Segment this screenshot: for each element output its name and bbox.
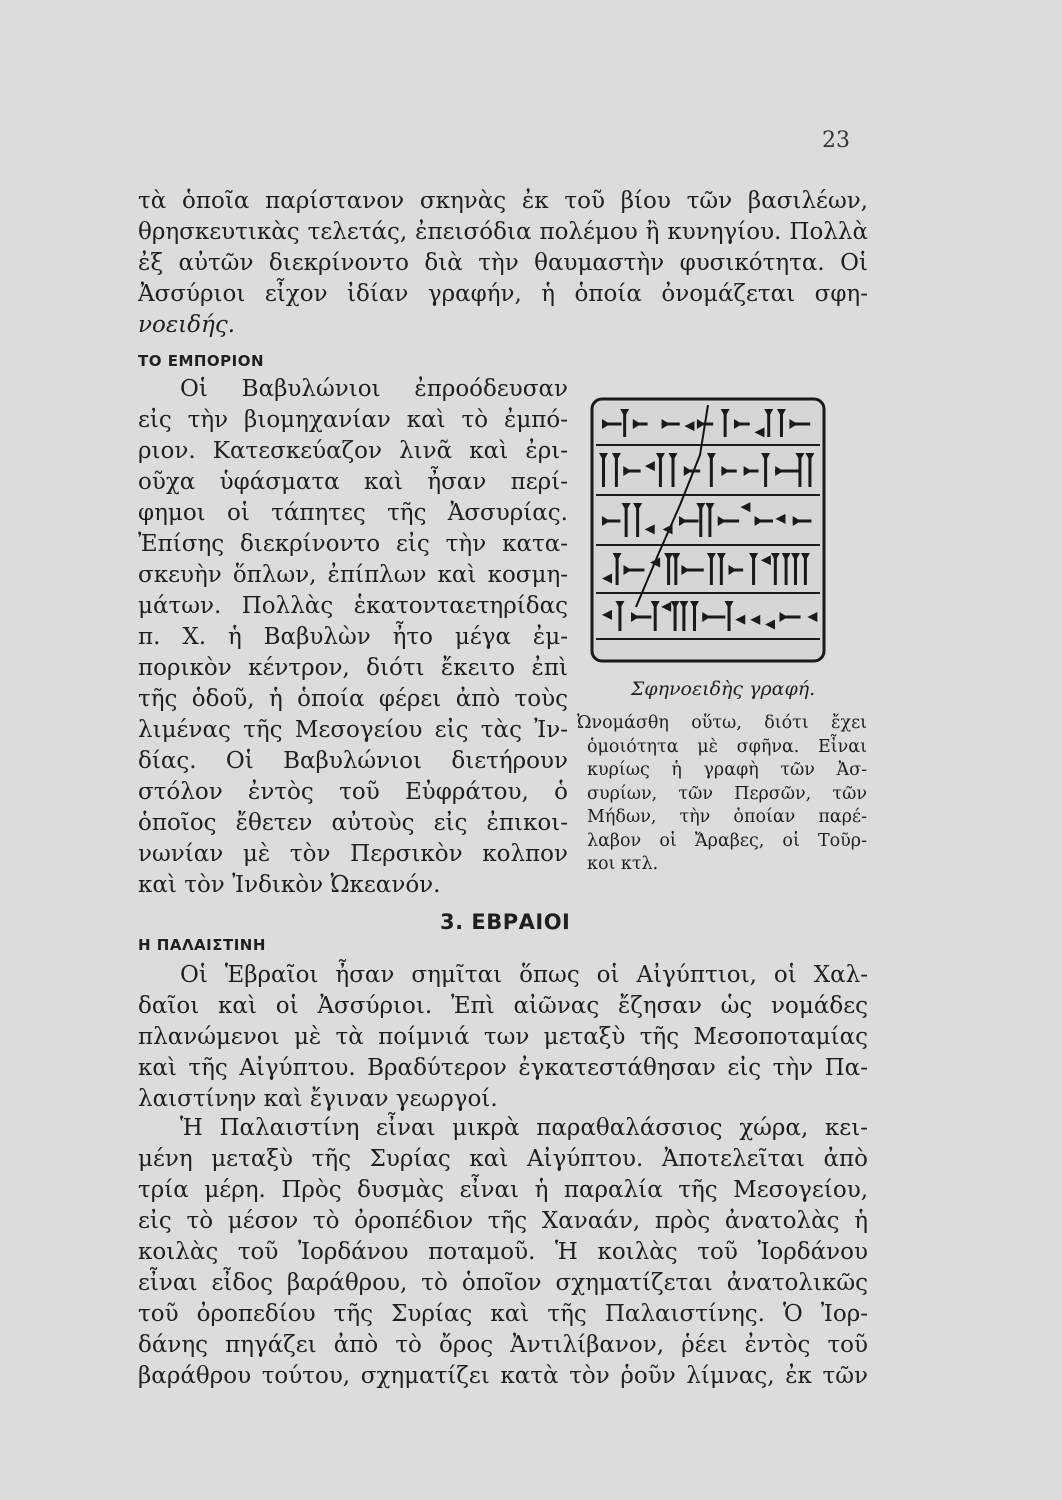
chapter-title: 3. ΕΒΡΑΙΟΙ <box>440 910 571 934</box>
section-title-emporion: ΤΟ ΕΜΠΟΡΙΟΝ <box>138 352 265 370</box>
figure-note <box>577 712 867 877</box>
text-line: Ἐπίσης διεκρίνοντο εἰς τὴν κατα- <box>138 531 568 557</box>
text-line: τρία μέρη. Πρὸς δυσμὰς εἶναι ἡ παραλία τῆς Μεσογείου, <box>138 1177 868 1203</box>
note-line: Ὠνομάσθη οὕτω, διότι ἔχει <box>577 713 867 733</box>
text-line: δίας. Οἱ Βαβυλώνιοι διετήρουν <box>138 748 568 774</box>
text-line: σκευὴν ὅπλων, ἐπίπλων καὶ κοσμη- <box>138 562 568 588</box>
section-title-palaistini: Η ΠΑΛΑΙΣΤΙΝΗ <box>138 936 266 954</box>
text-line: δαῖοι καὶ οἱ Ἀσσύριοι. Ἐπὶ αἰῶνας ἔζησαν ὡς νομάδες <box>138 993 868 1019</box>
chapter-paragraph-1 <box>138 960 868 1115</box>
text-line: λαιστίνην καὶ ἔγιναν γεωργοί. <box>138 1086 498 1112</box>
text-line: ριον. Κατεσκεύαζον λινᾶ καὶ ἐρι- <box>138 438 568 464</box>
text-line: ὁποῖος ἔθετεν αὐτοὺς εἰς ἐπικοι- <box>138 810 568 836</box>
text-line: θρησκευτικὰς τελετάς, ἐπεισόδια πολέμου ἢ κυνηγίου. Πολλὰ <box>138 219 868 245</box>
note-line: κοι κτλ. <box>587 854 659 874</box>
text-line: ἐξ αὐτῶν διεκρίνοντο διὰ τὴν θαυμαστὴν φυσικότητα. Οἱ <box>138 250 868 276</box>
emporion-paragraph <box>138 374 568 901</box>
text-line: μάτων. Πολλὰς ἑκατονταετηρίδας <box>138 593 568 619</box>
text-line: καὶ τῆς Αἰγύπτου. Βραδύτερον ἐγκατεστάθησαν εἰς τὴν Πα- <box>138 1055 868 1081</box>
text-line: εἰς τὴν βιομηχανίαν καὶ τὸ ἐμπό- <box>138 407 568 433</box>
text-line: πορικὸν κέντρον, διότι ἔκειτο ἐπὶ <box>138 655 568 681</box>
note-line: Μήδων, τὴν ὁποίαν παρέ- <box>587 807 867 827</box>
text-line: Ἡ Παλαιστίνη εἶναι μικρὰ παραθαλάσσιος χώρα, κει- <box>180 1115 868 1141</box>
text-line: οῦχα ὑφάσματα καὶ ἦσαν περί- <box>138 469 568 495</box>
text-line: λιμένας τῆς Μεσογείου εἰς τὰς Ἰν- <box>138 717 568 743</box>
intro-paragraph <box>138 186 868 341</box>
text-line: δάνης πηγάζει ἀπὸ τὸ ὄρος Ἀντιλίβανον, ῥέει ἐντὸς τοῦ <box>138 1332 868 1358</box>
text-line: κοιλὰς τοῦ Ἰορδάνου ποταμοῦ. Ἡ κοιλὰς τοῦ Ἰορδάνου <box>138 1239 868 1265</box>
cuneiform-tablet-image <box>588 395 828 665</box>
text-line: Ἀσσύριοι εἶχον ἰδίαν γραφήν, ἡ ὁποία ὀνομάζεται σφη- <box>138 281 868 307</box>
chapter-paragraph-2 <box>138 1113 868 1392</box>
note-line: ὁμοιότητα μὲ σφῆνα. Εἶναι <box>587 736 867 757</box>
text-line: βαράθρου τούτου, σχηματίζει κατὰ τὸν ῥοῦν λίμνας, ἐκ τῶν <box>138 1363 868 1389</box>
text-line: μένη μεταξὺ τῆς Συρίας καὶ Αἰγύπτου. Ἀποτελεῖται ἀπὸ <box>138 1146 868 1172</box>
text-line: φημοι οἱ τάπητες τῆς Ἀσσυρίας. <box>138 500 568 526</box>
text-line: τοῦ ὀροπεδίου τῆς Συρίας καὶ τῆς Παλαιστίνης. Ὁ Ἰορ- <box>138 1301 868 1327</box>
text-line: Οἱ Βαβυλώνιοι ἐπροόδευσαν <box>180 376 568 402</box>
text-line: στόλον ἐντὸς τοῦ Εὐφράτου, ὁ <box>138 779 568 805</box>
text-line: πλανώμενοι μὲ τὰ ποίμνιά των μεταξὺ τῆς Μεσοποταμίας <box>138 1024 868 1050</box>
text-line: εἰς τὸ μέσον τὸ ὀροπέδιον τῆς Χαναάν, πρὸς ἀνατολὰς ἡ <box>138 1208 868 1234</box>
page-number: 23 <box>822 128 850 153</box>
text-line: τῆς ὁδοῦ, ἡ ὁποία φέρει ἀπὸ τοὺς <box>138 686 568 712</box>
text-line: Οἱ Ἑβραῖοι ἦσαν σημῖται ὅπως οἱ Αἰγύπτιοι, οἱ Χαλ- <box>180 962 868 988</box>
text-line: νωνίαν μὲ τὸν Περσικὸν κολπον <box>138 841 568 867</box>
note-line: λαβον οἱ Ἄραβες, οἱ Τοῦρ- <box>587 830 867 851</box>
text-line: τὰ ὁποῖα παρίστανον σκηνὰς ἐκ τοῦ βίου τῶν βασιλέων, <box>138 188 868 214</box>
note-line: συρίων, τῶν Περσῶν, τῶν <box>587 783 867 804</box>
text-line: νοειδής. <box>138 312 236 338</box>
note-line: κυρίως ἡ γραφὴ τῶν Ἀσ- <box>587 760 867 780</box>
text-line: εἶναι εἶδος βαράθρου, τὸ ὁποῖον σχηματίζεται ἀνατολικῶς <box>138 1270 868 1296</box>
text-line: καὶ τὸν Ἰνδικὸν Ὠκεανόν. <box>138 872 441 898</box>
text-line: π. Χ. ἡ Βαβυλὼν ἦτο μέγα ἐμ- <box>138 624 568 650</box>
figure-caption: Σφηνοειδὴς γραφή. <box>630 678 816 700</box>
